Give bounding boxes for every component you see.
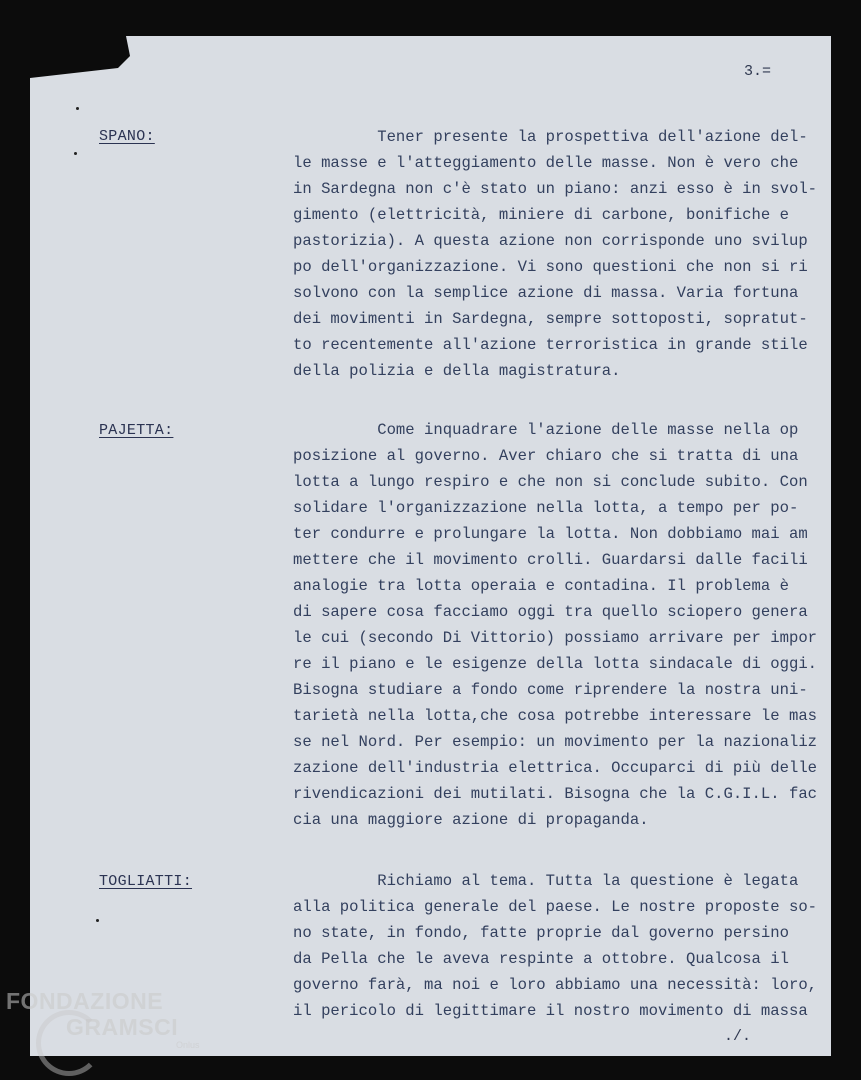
text-line: dei movimenti in Sardegna, sempre sottoposti, sopratut- (293, 310, 808, 328)
text-line: gimento (elettricità, miniere di carbone, bonifiche e (293, 206, 789, 224)
text-line: le masse e l'atteggiamento delle masse. Non è vero che (293, 154, 799, 172)
text-line: pastorizia). A questa azione non corrisponde uno svilup (293, 232, 808, 250)
watermark-line: GRAMSCI (66, 1014, 179, 1040)
speech-paragraph (293, 124, 818, 384)
speech-paragraph (293, 417, 818, 833)
text-line: le cui (secondo Di Vittorio) possiamo arrivare per impor (293, 629, 818, 647)
text-line: mettere che il movimento crolli. Guardarsi dalle facili (293, 551, 808, 569)
text-line: alla politica generale del paese. Le nostre proposte so- (293, 898, 818, 916)
text-line: il pericolo di legittimare il nostro movimento di massa (293, 1002, 808, 1020)
text-line: cia una maggiore azione di propaganda. (293, 811, 649, 829)
speaker-label: PAJETTA: (99, 422, 174, 439)
text-line: Richiamo al tema. Tutta la questione è legata (293, 872, 799, 890)
text-line: Come inquadrare l'azione delle masse nella op (293, 421, 799, 439)
text-line: lotta a lungo respiro e che non si conclude subito. Con (293, 473, 808, 491)
text-line: da Pella che le aveva respinte a ottobre. Qualcosa il (293, 950, 789, 968)
text-line: re il piano e le esigenze della lotta sindacale di oggi. (293, 655, 818, 673)
text-line: po dell'organizzazione. Vi sono questioni che non si ri (293, 258, 808, 276)
text-line: zazione dell'industria elettrica. Occuparci di più delle (293, 759, 818, 777)
page-number: 3.= (744, 63, 772, 80)
punch-dot (74, 152, 77, 155)
text-line: Tener presente la prospettiva dell'azione del- (293, 128, 808, 146)
punch-dot (96, 919, 99, 922)
text-line: to recentemente all'azione terroristica in grande stile (293, 336, 808, 354)
text-line: no state, in fondo, fatte proprie dal governo persino (293, 924, 789, 942)
watermark-line: FONDAZIONE (6, 988, 164, 1014)
text-line: di sapere cosa facciamo oggi tra quello sciopero genera (293, 603, 808, 621)
text-line: solidare l'organizzazione nella lotta, a tempo per po- (293, 499, 799, 517)
speaker-label: TOGLIATTI: (99, 873, 193, 890)
speech-paragraph (293, 868, 818, 1024)
text-line: analogie tra lotta operaia e contadina. Il problema è (293, 577, 789, 595)
watermark (6, 988, 200, 1050)
text-line: in Sardegna non c'è stato un piano: anzi esso è in svol- (293, 180, 818, 198)
text-line: tarietà nella lotta,che cosa potrebbe interessare le mas (293, 707, 818, 725)
text-line: se nel Nord. Per esempio: un movimento per la nazionaliz (293, 733, 818, 751)
text-line: solvono con la semplice azione di massa. Varia fortuna (293, 284, 799, 302)
watermark-line: Onlus (176, 1040, 200, 1050)
text-line: della polizia e della magistratura. (293, 362, 621, 380)
punch-dot (76, 107, 79, 110)
text-line: ter condurre e prolungare la lotta. Non dobbiamo mai am (293, 525, 808, 543)
text-line: posizione al governo. Aver chiaro che si tratta di una (293, 447, 799, 465)
continuation-mark: ./. (724, 1028, 752, 1045)
speaker-label: SPANO: (99, 128, 155, 145)
text-line: governo farà, ma noi e loro abbiamo una necessità: loro, (293, 976, 818, 994)
text-line: Bisogna studiare a fondo come riprendere la nostra uni- (293, 681, 808, 699)
text-line: rivendicazioni dei mutilati. Bisogna che la C.G.I.L. fac (293, 785, 818, 803)
